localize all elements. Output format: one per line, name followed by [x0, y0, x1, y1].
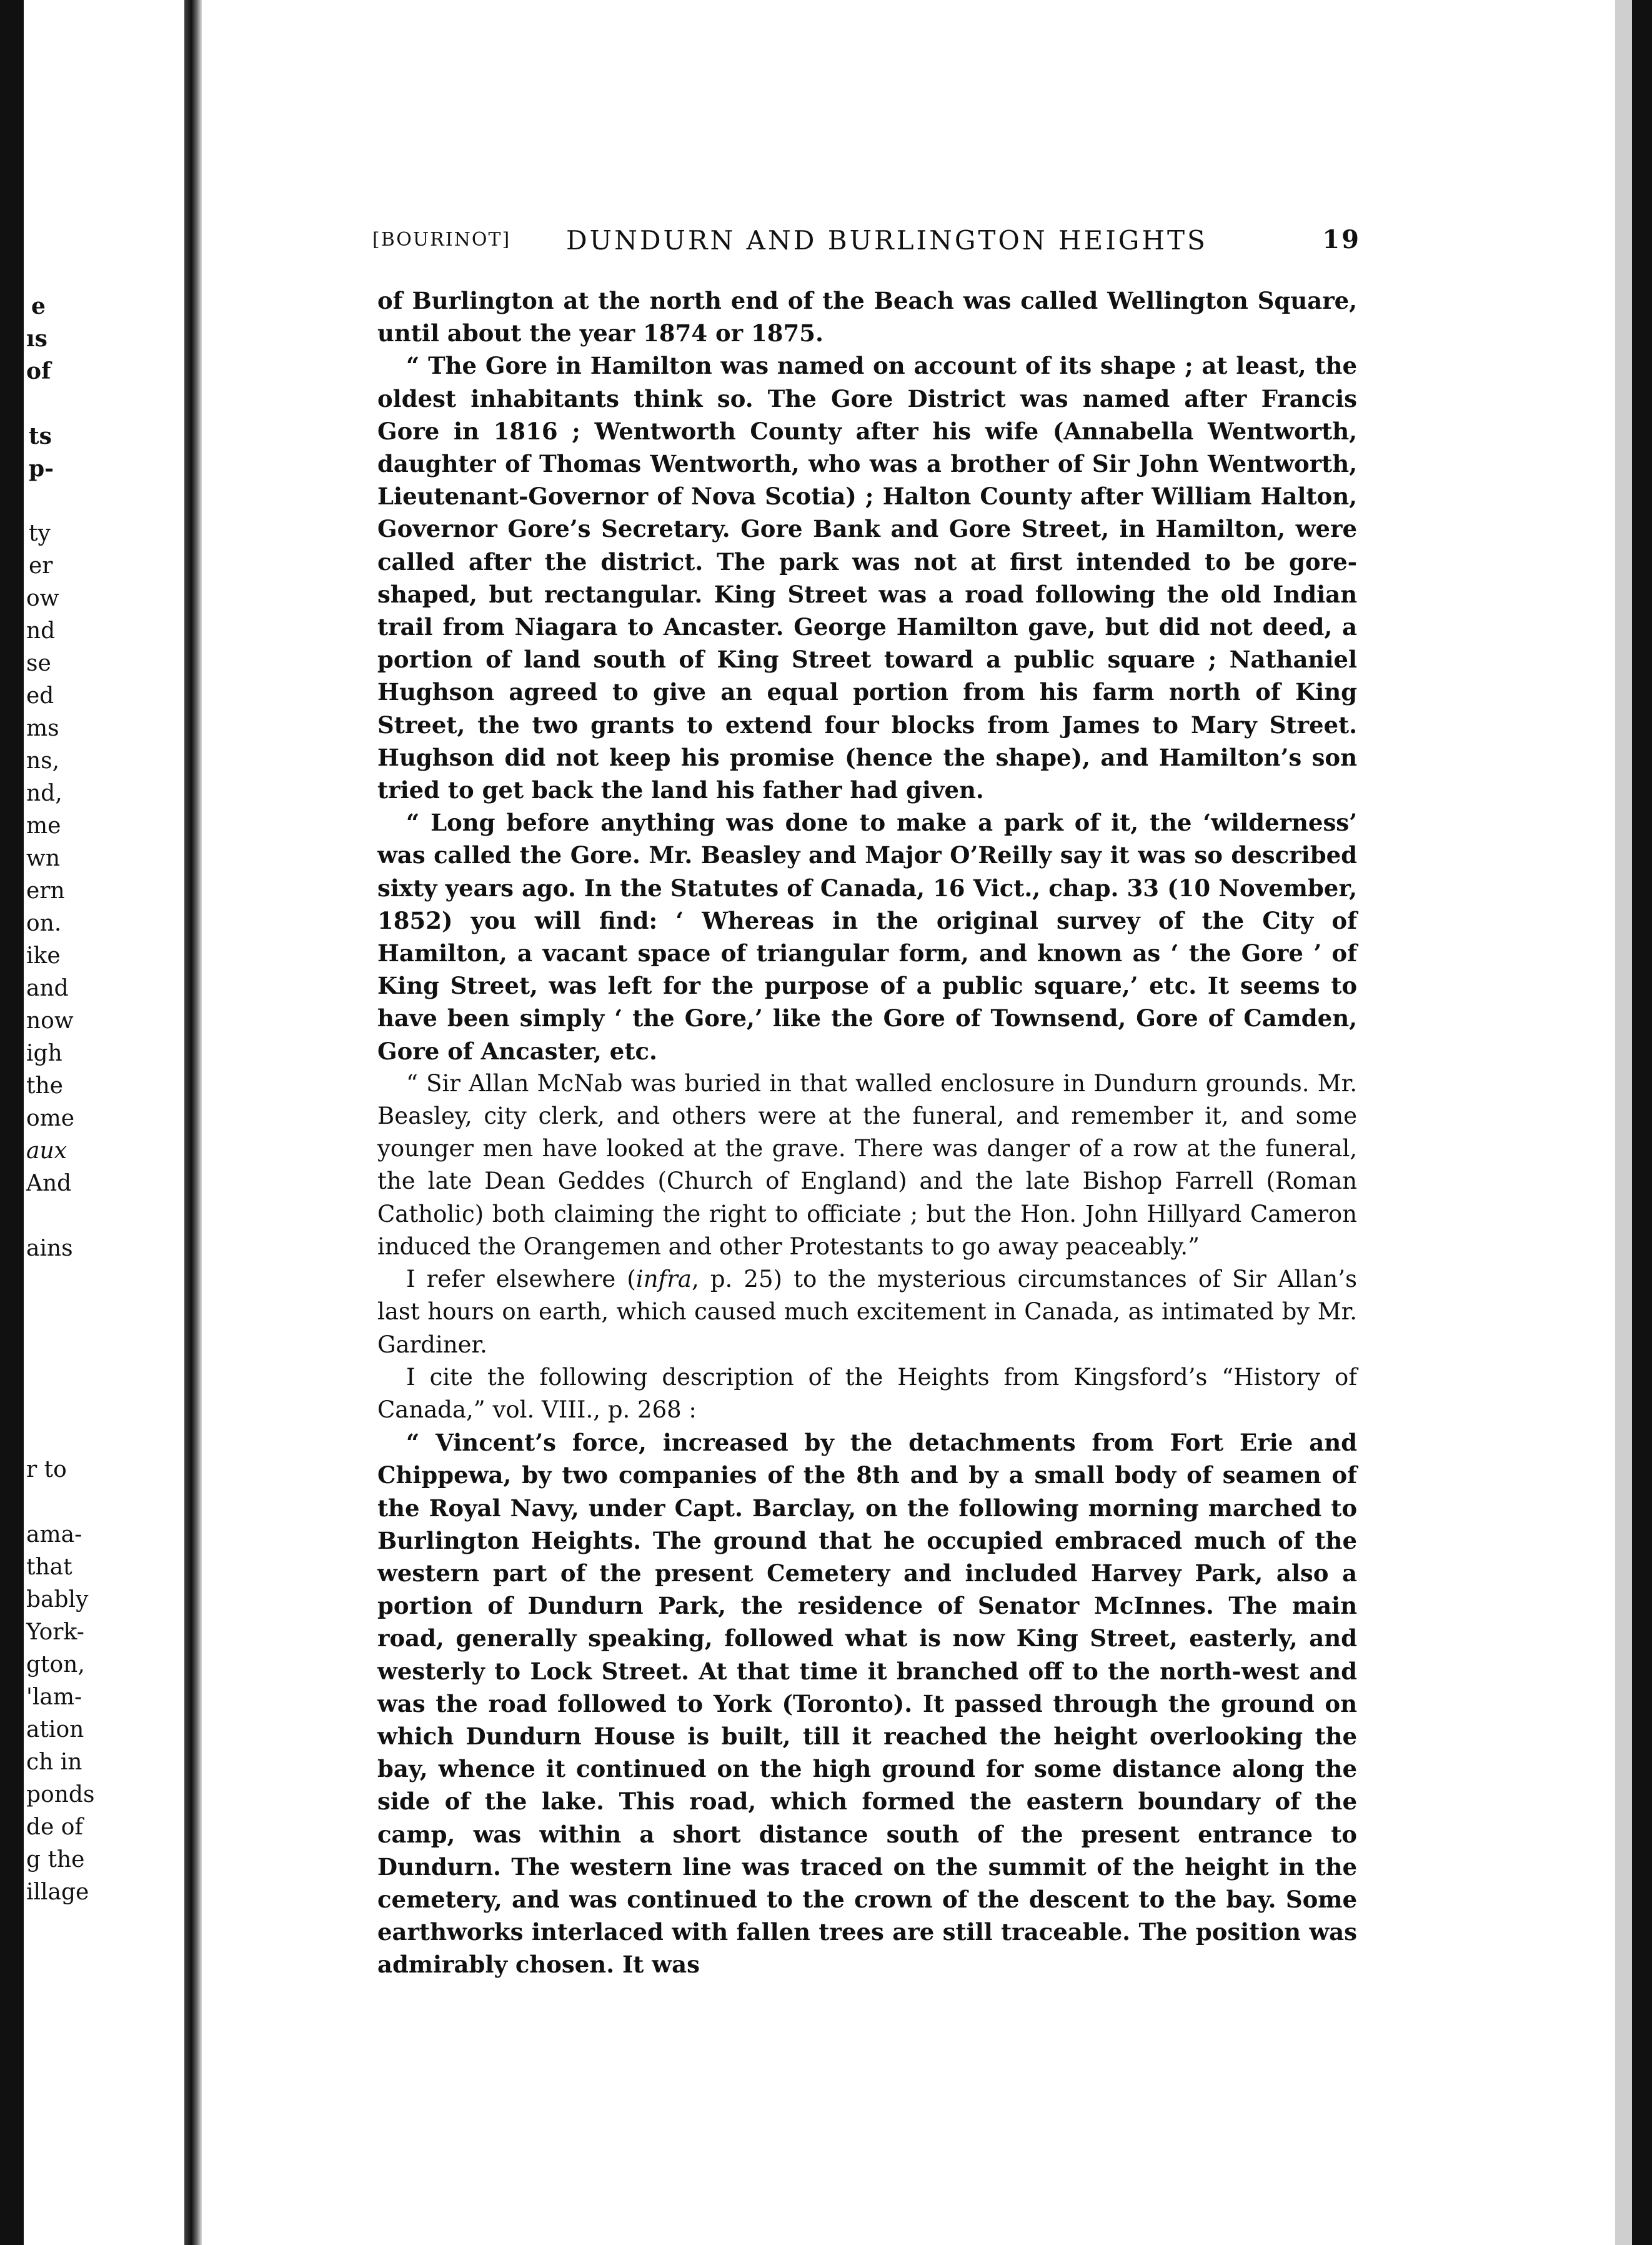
paragraph: “ Long before anything was done to make a park of it, the ‘wilderness’ was called the Gore. Mr. Beasley and Major O’Reilly say it was so described sixty years ago. In the Statutes of Canada, 16 Vict., chap. 33 (10 November, 1852) you will find: ‘ Whereas in the original survey of the City of Hamilton, a vacant space of triangular form, and known as ‘ the Gore ’ of King Street, was left for the purpose of a public square,’ etc. It seems to have been simply ‘ the Gore,’ like the Gore of Townsend, Gore of Camden, Gore of Ancaster, etc. [377, 809, 1357, 1065]
facing-fragment: ıs [26, 326, 47, 352]
running-head-author: [BOURINOT] [372, 229, 511, 251]
paragraph-text: , p. 25) to the mysterious circumstances of Sir Allan’s last hours on earth, which caused much excitement in Canada, as intimated by Mr. Gardiner. [377, 1266, 1357, 1358]
facing-fragment: ty [29, 521, 51, 546]
running-head [372, 225, 1361, 262]
facing-fragment: illage [26, 1879, 89, 1905]
facing-fragment: ern [26, 878, 65, 904]
facing-fragment: p- [29, 456, 54, 482]
facing-fragment: r to [26, 1457, 67, 1482]
paragraph: “ The Gore in Hamilton was named on account of its shape ; at least, the oldest inhabitants think so. The Gore District was named after Francis Gore in 1816 ; Wentworth County after his wife (Annabella Wentworth, daughter of Thomas Wentworth, who was a brother of Sir John Wentworth, Lieutenant-Governor of Nova Scotia) ; Halton County after William Halton, Governor Gore’s Secretary. Gore Bank and Gore Street, in Hamilton, were called after the district. The park was not at first intended to be gore-shaped, but rectangular. King Street was a road following the old Indian trail from Niagara to Ancaster. George Hamilton gave, but did not deed, a portion of land south of King Street toward a public square ; Nathaniel Hughson agreed to give an equal portion from his farm north of King Street, the two grants to extend four blocks from James to Mary Street. Hughson did not keep his promise (hence the shape), and Hamilton’s son tried to get back the land his father had given. [377, 352, 1357, 804]
body-text [377, 284, 1357, 1981]
facing-fragment: ch in [26, 1749, 82, 1775]
paragraph: I cite the following description of the Heights from Kingsford’s “History of Canada,” vol. VIII., p. 268 : [377, 1363, 1357, 1423]
facing-fragment: on. [26, 911, 62, 936]
facing-fragment: g the [26, 1847, 85, 1872]
scan-border-right [1632, 0, 1652, 2245]
facing-fragment: And [26, 1171, 72, 1196]
facing-fragment: de of [26, 1814, 83, 1840]
facing-fragment: and [26, 976, 69, 1001]
scan-border-left [0, 0, 24, 2245]
paragraph: “ Sir Allan McNab was buried in that walled enclosure in Dundurn grounds. Mr. Beasley, city clerk, and others were at the funeral, and remember it, and some younger men have looked at the grave. There was danger of a row at the funeral, the late Dean Geddes (Church of England) and the late Bishop Farrell (Roman Catholic) both claiming the right to officiate ; but the Hon. John Hillyard Cameron induced the Orangemen and other Protestants to go away peaceably.” [377, 1069, 1357, 1260]
paragraph: of Burlington at the north end of the Beach was called Wellington Square, until about the year 1874 or 1875. [377, 287, 1357, 348]
facing-page [24, 0, 184, 2245]
facing-fragment: igh [26, 1041, 62, 1066]
facing-fragment: ponds [26, 1782, 95, 1808]
book-gutter [184, 0, 202, 2245]
page-number: 19 [1322, 225, 1361, 254]
facing-fragment: York- [26, 1619, 84, 1645]
facing-fragment: se [26, 651, 51, 676]
facing-fragment: ow [26, 586, 59, 611]
facing-fragment: bably [26, 1587, 89, 1612]
paragraph-text: I refer elsewhere ( [406, 1266, 636, 1293]
facing-fragment: ms [26, 716, 59, 741]
facing-fragment: ains [26, 1236, 73, 1261]
facing-fragment: ation [26, 1717, 84, 1742]
facing-fragment: me [26, 813, 61, 839]
facing-fragment: wn [26, 846, 60, 871]
facing-fragment: 'lam- [26, 1684, 82, 1710]
facing-fragment: ama- [26, 1522, 82, 1548]
facing-fragment: ome [26, 1106, 75, 1131]
paragraph: “ Vincent’s force, increased by the detachments from Fort Erie and Chippewa, by two companies of the 8th and by a small body of seamen of the Royal Navy, under Capt. Barclay, on the following morning marched to Burlington Heights. The ground that he occupied embraced much of the western part of the present Cemetery and included Harvey Park, also a portion of Dundurn Park, the residence of Senator McInnes. The main road, generally speaking, followed what is now King Street, easterly, and westerly to Lock Street. At that time it branched off to the north-west and was the road followed to York (Toronto). It passed through the ground on which Dundurn House is built, till it reached the height overlooking the bay, whence it continued on the high ground for some distance along the side of the lake. This road, which formed the eastern boundary of the camp, was within a short distance south of the present entrance to Dundurn. The western line was traced on the summit of the height in the cemetery, and was continued to the crown of the descent to the bay. Some earthworks interlaced with fallen trees are still traceable. The position was admirably chosen. It was [377, 1429, 1357, 1979]
facing-fragment: ed [26, 683, 54, 709]
running-head-title: DUNDURN AND BURLINGTON HEIGHTS [566, 225, 1208, 256]
facing-fragment: ns, [26, 748, 60, 774]
italic-term: infra [635, 1266, 692, 1293]
facing-fragment: ts [29, 423, 52, 449]
facing-fragment: er [29, 553, 53, 579]
facing-fragment: ike [26, 943, 61, 969]
facing-fragment: that [26, 1554, 72, 1580]
paragraph [377, 1263, 1357, 1361]
facing-fragment: now [26, 1008, 74, 1034]
facing-fragment: gton, [26, 1652, 85, 1678]
facing-fragment: e [31, 293, 46, 319]
facing-fragment: nd, [26, 781, 62, 806]
page-edge-shadow [1615, 0, 1632, 2245]
facing-fragment: aux [26, 1138, 67, 1164]
facing-fragment: the [26, 1073, 63, 1099]
facing-fragment: nd [26, 618, 56, 644]
facing-fragment: of [26, 358, 51, 384]
